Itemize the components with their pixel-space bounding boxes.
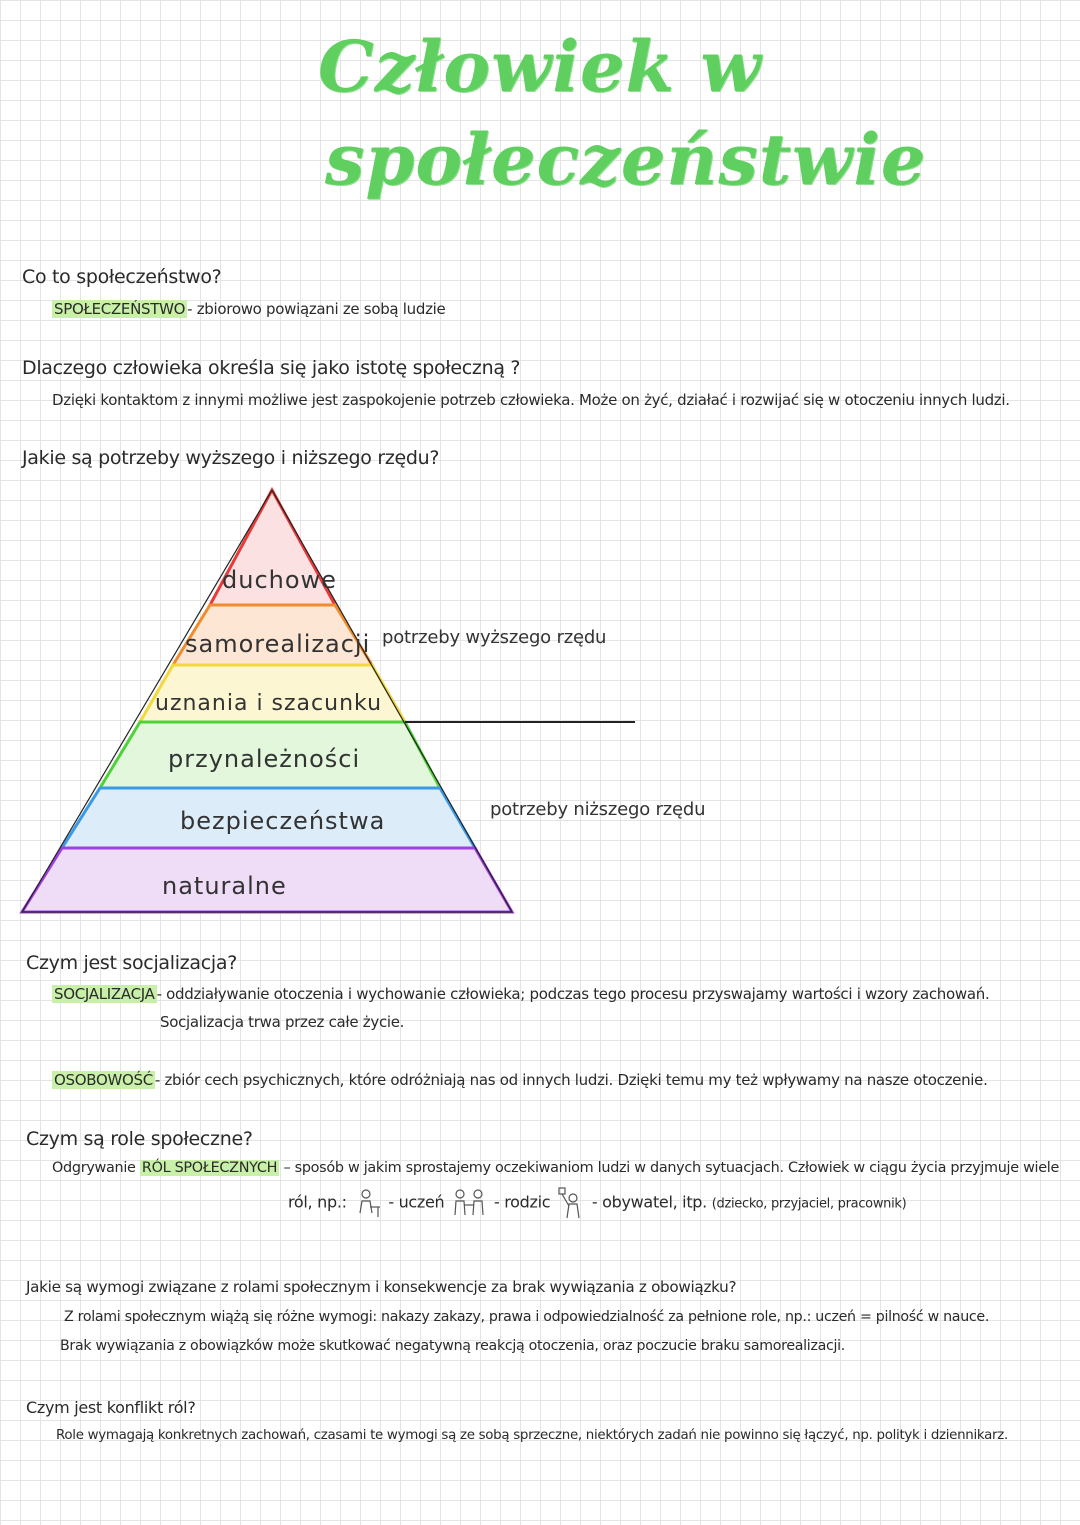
term-society: SPOŁECZEŃSTWO [54,300,186,318]
definition-socialization [52,985,989,1003]
pyramid-label-samorealizacji: samorealizacji [185,630,371,658]
parent-icon [449,1187,489,1219]
pyramid-label-bezpieczenstwa: bezpieczeństwa [180,807,386,835]
higher-needs-label: potrzeby wyższego rzędu [382,627,607,648]
definition-society-text: - zbiorowo powiązani ze sobą ludzie [187,300,446,318]
roles-examples-prefix: ról, np.: [288,1192,347,1212]
answer-requirements-1: Z rolami społecznym wiążą się różne wymogi: nakazy zakazy, prawa i odpowiedzialność za pełnione role, np.: uczeń = pilność w nauce. [64,1309,990,1325]
definition-personality [52,1071,988,1089]
page-subtitle: społeczeństwie [325,118,927,201]
citizen-icon [555,1186,587,1220]
roles-examples [288,1186,906,1220]
answer-conflict: Role wymagają konkretnych zachowań, czasami te wymogi są ze sobą sprzeczne, niektórych zadań nie powinno się łączyć, np. polityk i dziennikarz. [56,1428,1008,1443]
question-roles: Czym są role społeczne? [26,1128,253,1150]
term-roles: RÓL SPOŁECZNYCH [141,1160,278,1176]
role-citizen: - obywatel [591,1192,673,1212]
student-icon [352,1187,384,1219]
roles-prefix: Odgrywanie [52,1160,136,1176]
pyramid-label-duchowe: duchowe [222,566,337,594]
page-title: Człowiek w [318,25,762,108]
roles-examples-suffix: , itp. [672,1192,707,1212]
question-social-being: Dlaczego człowieka określa się jako istotę społeczną ? [22,357,521,379]
definition-roles-text: – sposób w jakim sprostajemy oczekiwaniom ludzi w danych sytuacjach. Człowiek w ciągu życia przyjmuje wiele [283,1160,1060,1176]
role-student: - uczeń [388,1192,445,1212]
pyramid-label-naturalne: naturalne [162,872,287,900]
answer-requirements-2: Brak wywiązania z obowiązków może skutkować negatywną reakcją otoczenia, oraz poczucie braku samorealizacji. [60,1338,845,1354]
lower-needs-label: potrzeby niższego rzędu [490,799,706,820]
definition-socialization-text: - oddziaływanie otoczenia i wychowanie człowieka; podczas tego procesu przyswajamy wartości i wzory zachowań. [156,985,990,1003]
socialization-note: Socjalizacja trwa przez całe życie. [160,1013,405,1031]
term-socialization: SOCJALIZACJA [54,985,155,1003]
definition-personality-text: - zbiór cech psychicznych, które odróżniają nas od innych ludzi. Dzięki temu my też wpływamy na nasze otoczenie. [154,1071,988,1089]
definition-society [52,300,445,318]
question-needs: Jakie są potrzeby wyższego i niższego rzędu? [22,447,440,469]
pyramid-label-uznania: uznania i szacunku [155,691,383,716]
question-conflict: Czym jest konflikt ról? [26,1398,196,1417]
answer-social-being: Dzięki kontaktom z innymi możliwe jest zaspokojenie potrzeb człowieka. Może on żyć, działać i rozwijać się w otoczeniu innych ludzi. [52,391,1010,409]
role-parent: - rodzic [494,1192,551,1212]
roles-extra-examples: (dziecko, przyjaciel, pracownik) [711,1196,907,1212]
definition-roles [52,1160,1059,1176]
term-personality: OSOBOWOŚĆ [54,1071,153,1089]
pyramid-label-przynaleznosci: przynależności [168,745,361,773]
question-society: Co to społeczeństwo? [22,266,222,288]
question-requirements: Jakie są wymogi związane z rolami społecznym i konsekwencje za brak wywiązania z obowiązku? [26,1278,737,1296]
question-socialization: Czym jest socjalizacja? [26,952,238,974]
